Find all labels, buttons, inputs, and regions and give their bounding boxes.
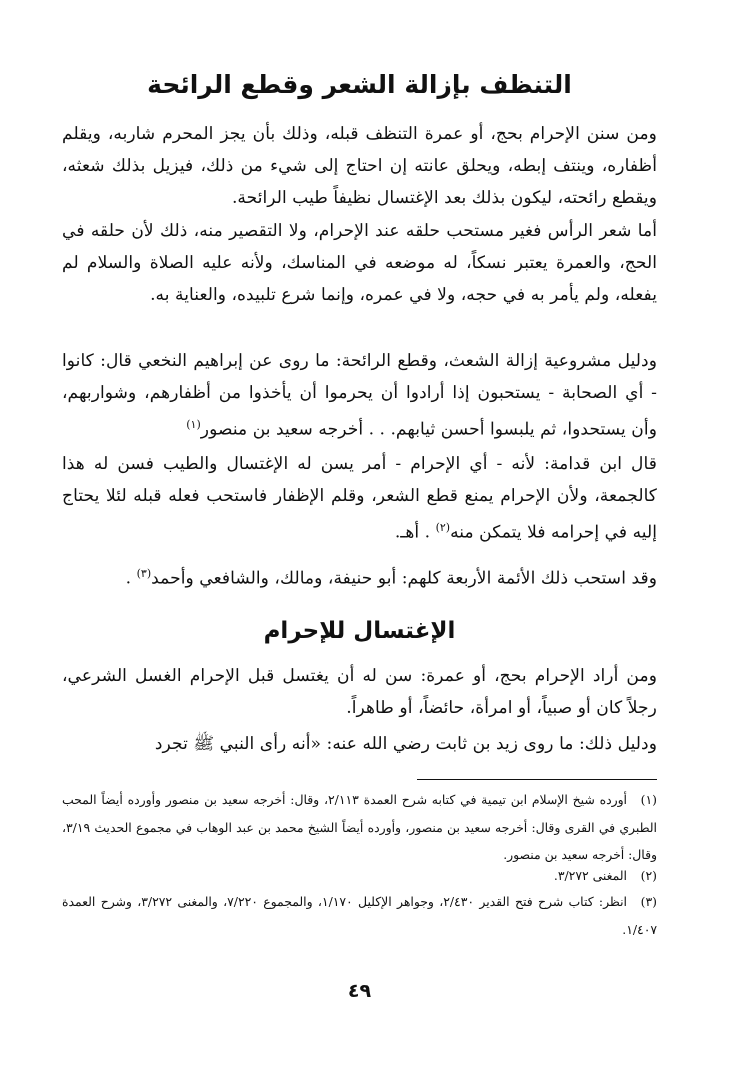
paragraph-5-text: وقد استحب ذلك الأئمة الأربعة كلهم: أبو حنيفة، ومالك، والشافعي وأحمد xyxy=(151,568,657,589)
paragraph-1: ومن سنن الإحرام بحج، أو عمرة التنظف قبله، وذلك بأن يجز المحرم شاربه، ويقلم أظفاره، وينتف إبطه، ويحلق عانته إن احتاج إلى شيء من ذلك، فيزيل بذلك شعثه، ويقطع رائحته، ليكون بذلك بعد الإغتسال نظيفاً طيب الرائحة. xyxy=(62,124,657,209)
paragraph-2: أما شعر الرأس فغير مستحب حلقه عند الإحرام، ولا التقصير منه، ذلك لأن حلقه في الحج، والعمرة يعتبر نسكاً، له موضعه في المناسك، ولأنه عليه الصلاة والسلام لم يفعله، ولم يأمر به في حجه، ولا في عمره، وإنما شرع تلبيده، والعناية به. xyxy=(62,221,657,306)
paragraph-4-suffix: . أهـ. xyxy=(394,523,436,544)
paragraph-5 xyxy=(62,558,657,595)
footnote-3 xyxy=(62,888,657,943)
footnote-1-number: (١) xyxy=(640,792,657,807)
footnote-1 xyxy=(62,786,657,869)
paragraph-3 xyxy=(62,345,657,446)
paragraph-7: ودليل ذلك: ما روى زيد بن ثابت رضي الله عنه: «أنه رأى النبي ﷺ تجرد xyxy=(154,734,657,754)
paragraph-4-text: قال ابن قدامة: لأنه - أي الإحرام - أمر يسن له الإغتسال والطيب فسن له هذا كالجمعة، ولأن الإحرام يمنع قطع الشعر، وقلم الإظفار فاستحب فعله قبله لئلا يحتاج إليه في إحرامه فلا يتمكن منه xyxy=(62,454,657,544)
page-title: التنظف بإزالة الشعر وقطع الرائحة xyxy=(147,70,572,99)
paragraph-6: ومن أراد الإحرام بحج، أو عمرة: سن له أن يغتسل قبل الإحرام الغسل الشرعي، رجلاً كان أو صبياً، أو امرأة، حائضاً، أو طاهراً. xyxy=(62,666,657,719)
paragraph-3-text: ودليل مشروعية إزالة الشعث، وقطع الرائحة: ما روى عن إبراهيم النخعي قال: كانوا - أي الصحابة - يستحبون إذا أرادوا أن يحرموا أن يأخذوا من أظفارهم، وشواربهم، وأن يستحدوا، ثم يلبسوا أحسن ثيابهم. . . أخرجه سعيد بن منصور xyxy=(62,351,657,441)
section-heading: الإغتسال للإحرام xyxy=(263,618,456,644)
footnote-marker-2[interactable]: (٢) xyxy=(435,521,451,535)
footnote-1-text: أورده شيخ الإسلام ابن تيمية في كتابه شرح العمدة ٢/١١٣، وقال: أخرجه سعيد بن منصور وأورده أيضاً المحب الطبري في القرى وقال: أخرجه سعيد بن منصور، وأورده أيضاً الشيخ محمد بن عبد الوهاب في مجموع الحديث ٣/١٩، وقال: أخرجه سعيد بن منصور. xyxy=(62,792,657,862)
footnote-divider xyxy=(417,779,657,780)
paragraph-4 xyxy=(62,448,657,549)
footnote-3-number: (٣) xyxy=(640,894,657,909)
paragraph-5-suffix: . xyxy=(125,568,137,589)
footnote-2 xyxy=(62,862,657,890)
footnote-marker-1[interactable]: (١) xyxy=(186,418,201,432)
footnote-marker-3[interactable]: (٣) xyxy=(136,567,152,580)
footnote-3-text: انظر: كتاب شرح فتح القدير ٢/٤٣٠، وجواهر الإكليل ١/١٧٠، والمجموع ٧/٢٢٠، والمغنى ٣/٢٧٢، وشرح العمدة ١/٤٠٧. xyxy=(62,894,657,937)
footnote-2-number: (٢) xyxy=(640,868,657,883)
footnote-2-text: المغنى ٣/٢٧٢. xyxy=(553,868,627,883)
page-number: ٤٩ xyxy=(347,980,372,1002)
